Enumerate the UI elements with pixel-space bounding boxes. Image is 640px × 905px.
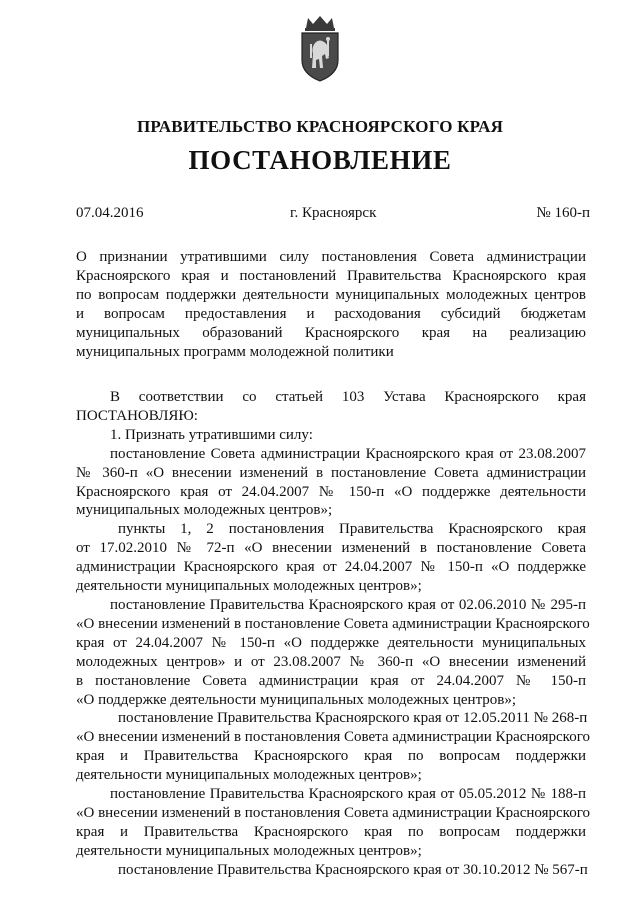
body-line: «О внесении изменений в постановления Совета администрации Красноярского: [76, 729, 590, 746]
document-type-title: ПОСТАНОВЛЕНИЕ: [188, 145, 452, 175]
body-line: края и Правительства Красноярского края по вопросам поддержки: [76, 748, 586, 765]
body-line: 1. Признать утратившими силу:: [110, 426, 313, 443]
body-line: молодежных центров» и от 23.08.2007 № 360-п «О внесении изменений: [76, 653, 586, 670]
document-date: 07.04.2016: [76, 205, 144, 221]
body-line: администрации Красноярского края от 24.04.2007 № 150-п «О поддержке: [76, 559, 586, 576]
subject-line: по вопросам поддержки деятельности муниципальных молодежных центров: [76, 287, 586, 303]
document-subject: [76, 248, 586, 362]
subject-line: О признании утратившими силу постановления Совета администрации: [76, 249, 586, 265]
body-line: «О внесении изменений в постановление Совета администрации Красноярского: [76, 615, 590, 632]
body-line: Красноярского края от 24.04.2007 № 150-п «О поддержке деятельности: [76, 483, 586, 500]
body-line: постановление Правительства Красноярского края от 05.05.2012 № 188-п: [110, 786, 586, 803]
body-line: постановление Правительства Красноярского края от 12.05.2011 № 268-п: [118, 710, 588, 727]
government-title: ПРАВИТЕЛЬСТВО КРАСНОЯРСКОГО КРАЯ: [136, 117, 504, 136]
body-line: «О поддержке деятельности муниципальных молодежных центров»;: [76, 691, 517, 708]
body-line: деятельности муниципальных молодежных центров»;: [76, 767, 422, 784]
body-line: деятельности муниципальных молодежных центров»;: [76, 842, 422, 859]
body-line: постановление Правительства Красноярского края от 30.10.2012 № 567-п: [118, 861, 588, 878]
body-line: деятельности муниципальных молодежных центров»;: [76, 578, 422, 595]
body-line: от 17.02.2010 № 72-п «О внесении изменений в постановление Совета: [76, 540, 586, 557]
body-line: края и Правительства Красноярского края по вопросам поддержки: [76, 823, 586, 840]
document-number: № 160-п: [536, 205, 590, 221]
document-city: г. Красноярск: [290, 205, 377, 221]
body-line: пункты 1, 2 постановления Правительства Красноярского края: [118, 521, 586, 538]
body-line: постановление Правительства Красноярского края от 02.06.2010 № 295-п: [110, 596, 586, 613]
body-line: ПОСТАНОВЛЯЮ:: [76, 407, 198, 424]
subject-line: и вопросам предоставления и расходования субсидий бюджетам: [76, 306, 586, 322]
body-line: постановление Совета администрации Красноярского края от 23.08.2007: [110, 445, 586, 462]
document-body: [76, 388, 590, 880]
subject-line: Красноярского края и постановлений Правительства Красноярского края: [76, 268, 586, 284]
coat-of-arms-icon: [296, 14, 344, 84]
subject-line: муниципальных программ молодежной политики: [76, 344, 394, 360]
subject-line: муниципальных образований Красноярского края на реализацию: [76, 325, 586, 341]
body-line: № 360-п «О внесении изменений в постановление Совета администрации: [76, 464, 586, 481]
body-line: в постановление Совета администрации края от 24.04.2007 № 150-п: [76, 672, 586, 689]
body-line: муниципальных молодежных центров»;: [76, 502, 333, 519]
body-line: края от 24.04.2007 № 150-п «О поддержке деятельности муниципальных: [76, 634, 586, 651]
body-line: В соответствии со статьей 103 Устава Красноярского края: [110, 389, 586, 405]
body-line: «О внесении изменений в постановления Совета администрации Красноярского: [76, 804, 590, 821]
